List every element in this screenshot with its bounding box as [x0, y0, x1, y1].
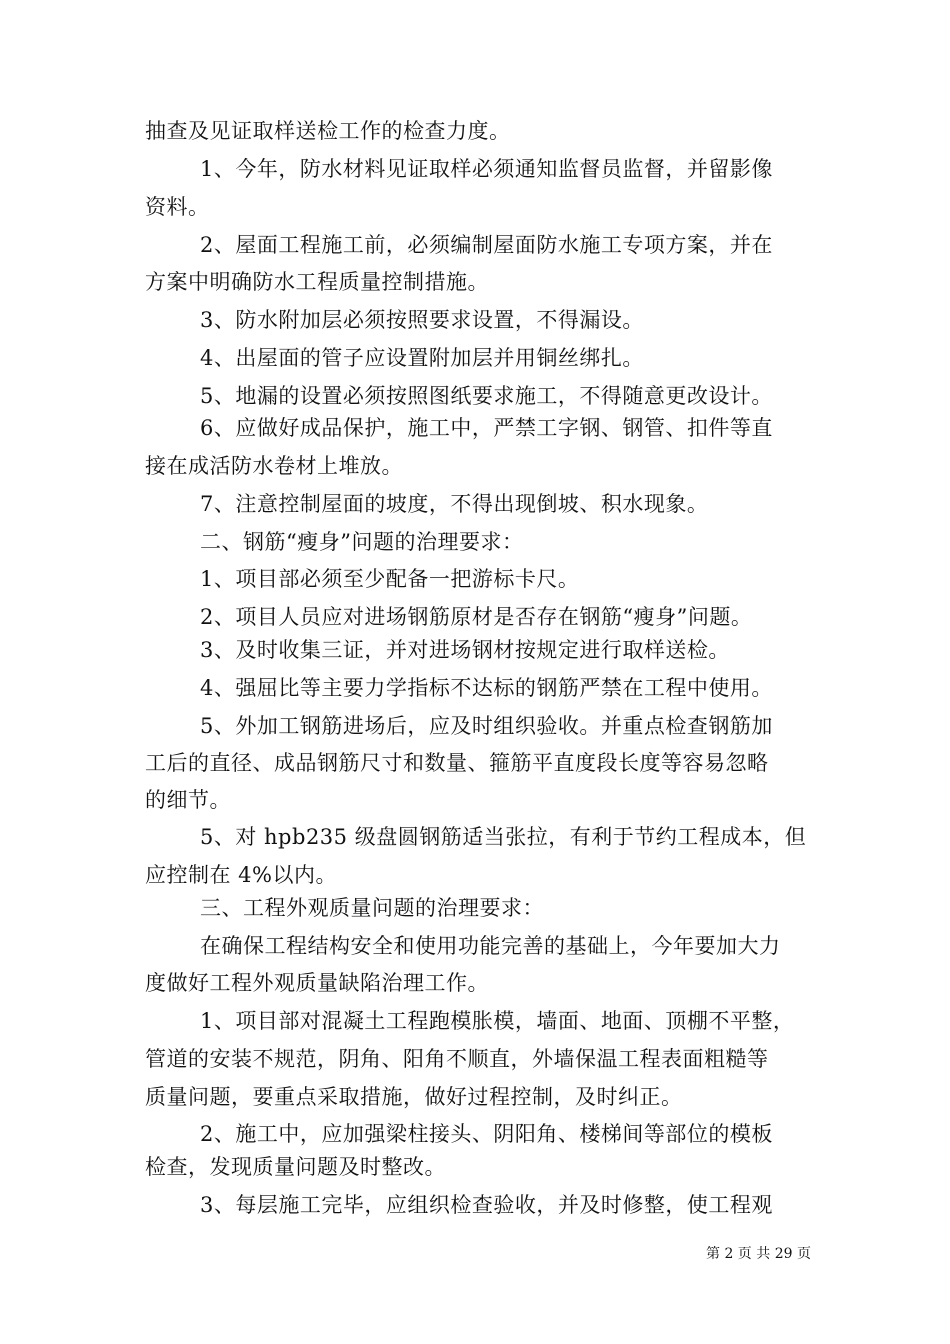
text-line: 方案中明确防水工程质量控制措施。 [145, 270, 489, 294]
text-line: 1、今年，防水材料见证取样必须通知监督员监督，并留影像 [200, 157, 773, 181]
text-line: 1、项目部必须至少配备一把游标卡尺。 [200, 567, 580, 591]
text-line: 检查，发现质量问题及时整改。 [145, 1155, 446, 1179]
text-line: 应控制在 4%以内。 [145, 863, 337, 887]
text-line: 接在成活防水卷材上堆放。 [145, 454, 403, 478]
text-line: 工后的直径、成品钢筋尺寸和数量、箍筋平直度段长度等容易忽略 [145, 751, 769, 775]
text-line: 3、每层施工完毕，应组织检查验收，并及时修整，使工程观 [200, 1193, 773, 1217]
text-line: 质量问题，要重点采取措施，做好过程控制，及时纠正。 [145, 1085, 683, 1109]
text-line: 抽查及见证取样送检工作的检查力度。 [145, 119, 511, 143]
text-line: 2、施工中，应加强梁柱接头、阴阳角、楼梯间等部位的模板 [200, 1122, 773, 1146]
text-line: 1、项目部对混凝土工程跑模胀模，墙面、地面、顶棚不平整， [200, 1009, 795, 1033]
text-line: 6、应做好成品保护，施工中，严禁工字钢、钢管、扣件等直 [200, 416, 773, 440]
text-line: 2、项目人员应对进场钢筋原材是否存在钢筋“瘦身”问题。 [200, 605, 753, 629]
text-line: 5、对 hpb235 级盘圆钢筋适当张拉，有利于节约工程成本，但 [200, 825, 807, 849]
text-line: 管道的安装不规范，阴角、阳角不顺直，外墙保温工程表面粗糙等 [145, 1047, 769, 1071]
text-line: 5、地漏的设置必须按照图纸要求施工，不得随意更改设计。 [200, 384, 773, 408]
text-line: 7、注意控制屋面的坡度，不得出现倒坡、积水现象。 [200, 492, 709, 516]
text-line: 在确保工程结构安全和使用功能完善的基础上，今年要加大力 [200, 934, 781, 958]
text-line: 资料。 [145, 195, 210, 219]
text-line: 4、出屋面的管子应设置附加层并用铜丝绑扎。 [200, 346, 644, 370]
text-line: 2、屋面工程施工前，必须编制屋面防水施工专项方案，并在 [200, 233, 773, 257]
section-heading: 二、钢筋“瘦身”问题的治理要求： [200, 530, 524, 554]
text-line: 3、防水附加层必须按照要求设置，不得漏设。 [200, 308, 644, 332]
text-line: 5、外加工钢筋进场后，应及时组织验收。并重点检查钢筋加 [200, 714, 773, 738]
text-line: 3、及时收集三证，并对进场钢材按规定进行取样送检。 [200, 638, 730, 662]
section-heading: 三、工程外观质量问题的治理要求： [200, 896, 544, 920]
page-number-footer: 第 2 页 共 29 页 [706, 1246, 811, 1262]
text-line: 的细节。 [145, 788, 231, 812]
text-line: 4、强屈比等主要力学指标不达标的钢筋严禁在工程中使用。 [200, 676, 773, 700]
text-line: 度做好工程外观质量缺陷治理工作。 [145, 971, 489, 995]
